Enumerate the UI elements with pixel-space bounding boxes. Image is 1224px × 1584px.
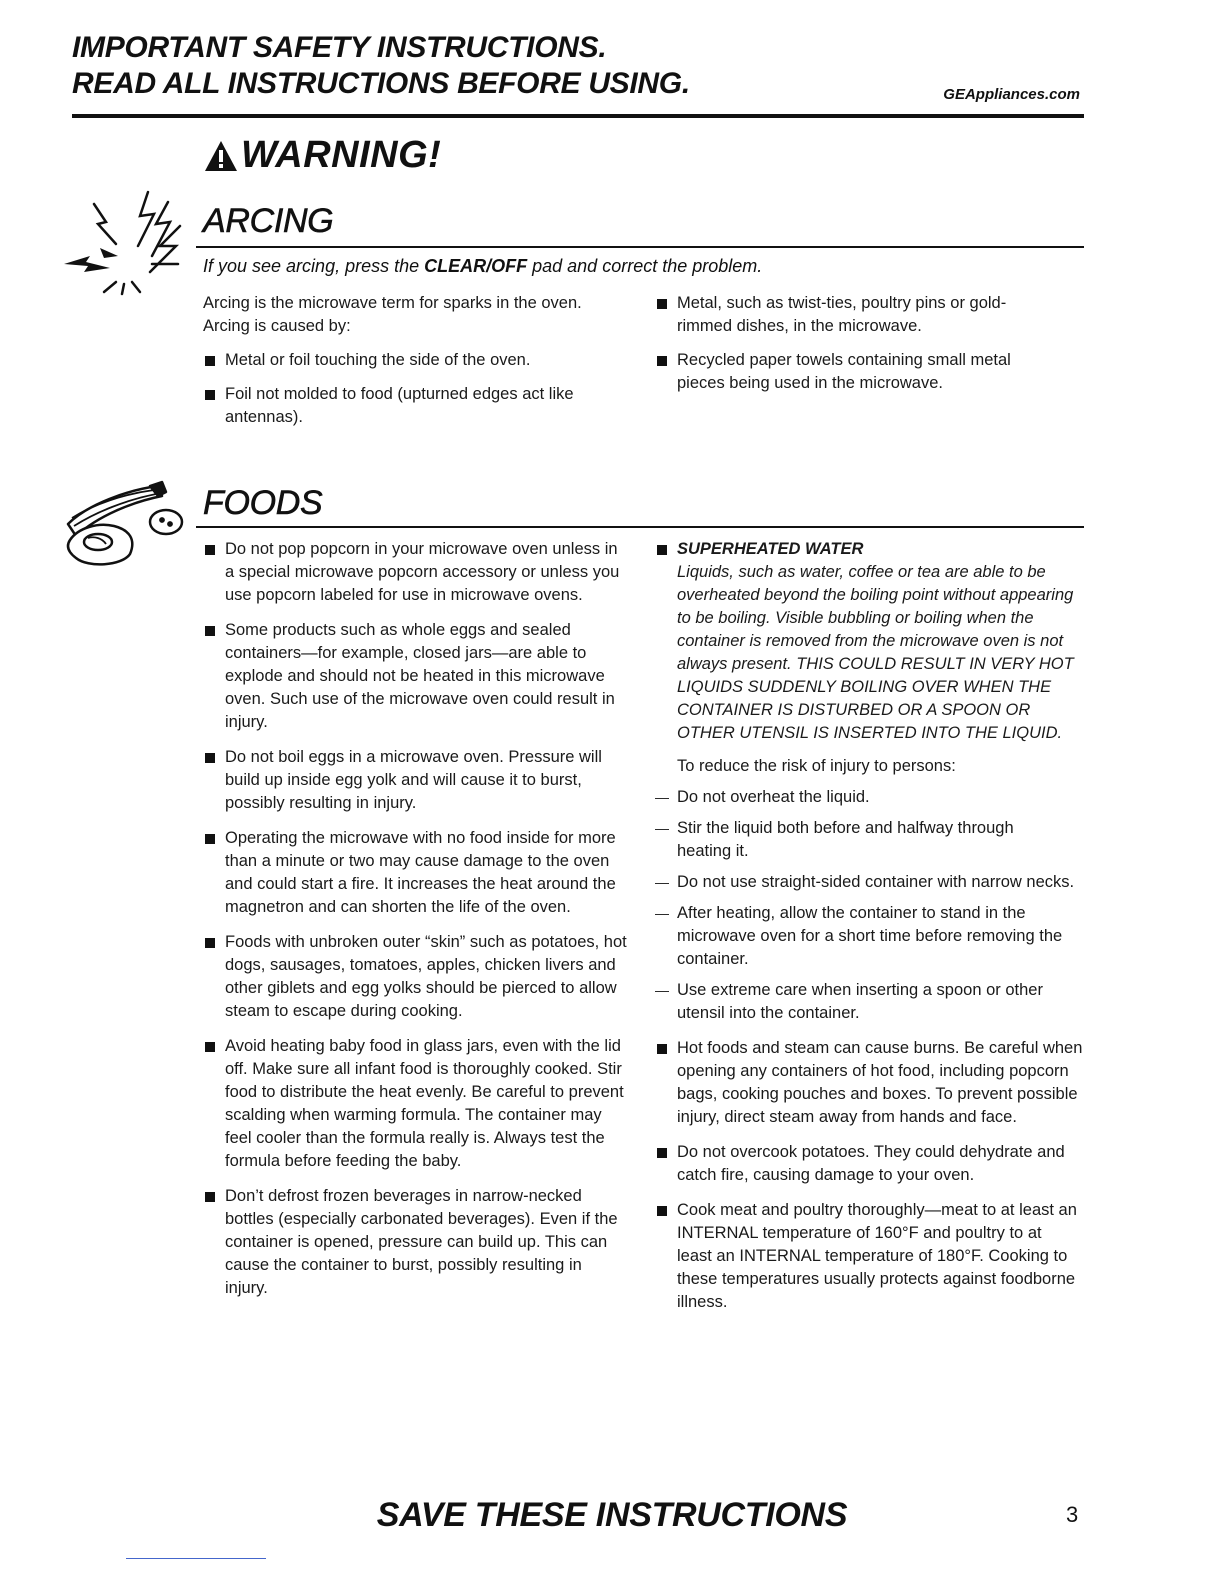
list-item: Cook meat and poultry thoroughly—meat to at least an INTERNAL temperature of 160°F and poultry to at least an INTERNAL temperature of 180°F. Cooking to these temperatures usually protects against foodborne illness. [655, 1199, 1077, 1314]
arcing-left-column [203, 292, 623, 429]
list-item: Hot foods and steam can cause burns. Be careful when opening any containers of hot food, including popcorn bags, cooking pouches and boxes. To prevent possible injury, direct steam away from hands and face. [655, 1037, 1087, 1129]
arcing-intro-text: If you see arcing, press the [203, 256, 425, 276]
foods-divider [196, 526, 1084, 528]
list-item: Some products such as whole eggs and sealed containers—for example, closed jars—are able to explode and should not be heated in this microwave oven. Such use of the microwave oven could result in injury. [203, 619, 625, 734]
warning-triangle-icon [203, 139, 239, 173]
list-item: Recycled paper towels containing small metal pieces being used in the microwave. [655, 349, 1047, 395]
list-item: Metal, such as twist-ties, poultry pins or gold-rimmed dishes, in the microwave. [655, 292, 1047, 338]
arcing-causes-intro: Arcing is caused by: [203, 317, 351, 335]
superheated-water-body: Liquids, such as water, coffee or tea are able to be overheated beyond the boiling point without appearing to be boiling. Visible bubbling or boiling when the container is removed from the microwave oven is not always present. THIS COULD RESULT IN VERY HOT LIQUIDS SUDDENLY BOILING OVER WHEN THE CONTAINER IS DISTURBED OR A SPOON OR OTHER UTENSIL IS INSERTED INTO THE LIQUID. [677, 563, 1074, 742]
header-divider [72, 114, 1084, 118]
risk-reduction-intro: To reduce the risk of injury to persons: [677, 757, 956, 775]
clear-off-key: CLEAR/OFF [424, 256, 528, 276]
page-header [72, 30, 1084, 102]
website-link[interactable]: GEAppliances.com [943, 86, 1080, 103]
list-item: Do not overcook potatoes. They could dehydrate and catch fire, causing damage to your oven. [655, 1141, 1077, 1187]
list-item: Avoid heating baby food in glass jars, even with the lid off. Make sure all infant food is thoroughly cooked. Stir food to distribute the heat evenly. Be careful to prevent scalding when warming formula. The container may feel cooler than the formula really is. Always test the formula before feeding the baby. [203, 1035, 627, 1173]
arcing-definition: Arcing is the microwave term for sparks in the oven. [203, 294, 582, 312]
list-item: Foods with unbroken outer “skin” such as potatoes, hot dogs, sausages, tomatoes, apples, chicken livers and other giblets and egg yolks should be pierced to allow steam to escape during cooking. [203, 931, 637, 1023]
link-underline [126, 1558, 266, 1559]
header-title-line2: READ ALL INSTRUCTIONS BEFORE USING. [72, 67, 690, 100]
arcing-divider [196, 246, 1084, 248]
arcing-right-column [655, 292, 1055, 395]
list-item: Don’t defrost frozen beverages in narrow-necked bottles (especially carbonated beverages). Even if the container is opened, pressure can build up. This can cause the container to burst, possibly resulting in injury. [203, 1185, 621, 1300]
foods-title: FOODS [203, 484, 323, 522]
food-icon [58, 478, 186, 570]
list-item: Foil not molded to food (upturned edges act like antennas). [203, 383, 585, 429]
list-item: — Stir the liquid both before and halfway through heating it. [655, 817, 1067, 863]
footer-title: SAVE THESE INSTRUCTIONS [376, 1496, 848, 1534]
page-number: 3 [1066, 1502, 1079, 1527]
header-title-line1: IMPORTANT SAFETY INSTRUCTIONS. [72, 31, 607, 64]
warning-heading [203, 134, 441, 177]
list-item: Do not pop popcorn in your microwave oven unless in a special microwave popcorn accessory or unless you use popcorn labeled for use in microwave ovens. [203, 538, 625, 607]
list-item: Operating the microwave with no food inside for more than a minute or two may cause damage to the oven and could start a fire. It increases the heat around the magnetron and can shorten the life of the oven. [203, 827, 623, 919]
foods-left-column [203, 538, 633, 1300]
list-item: — After heating, allow the container to stand in the microwave oven for a short time before removing the container. [655, 902, 1077, 971]
list-item: — Do not overheat the liquid. [655, 786, 1077, 809]
list-item: — Do not use straight-sided container with narrow necks. [655, 871, 1077, 894]
foods-right-column [655, 538, 1085, 1314]
warning-label: WARNING! [241, 134, 442, 176]
superheated-water-heading: SUPERHEATED WATER [655, 538, 1085, 561]
arcing-intro-text-end: pad and correct the problem. [527, 256, 763, 276]
arcing-intro [203, 256, 762, 277]
list-item: — Use extreme care when inserting a spoon or other utensil into the container. [655, 979, 1083, 1025]
spark-icon [60, 186, 190, 298]
list-item: Do not boil eggs in a microwave oven. Pressure will build up inside egg yolk and will cause it to burst, possibly resulting in injury. [203, 746, 635, 815]
arcing-title: ARCING [203, 202, 334, 240]
list-item: Metal or foil touching the side of the oven. [203, 349, 585, 372]
